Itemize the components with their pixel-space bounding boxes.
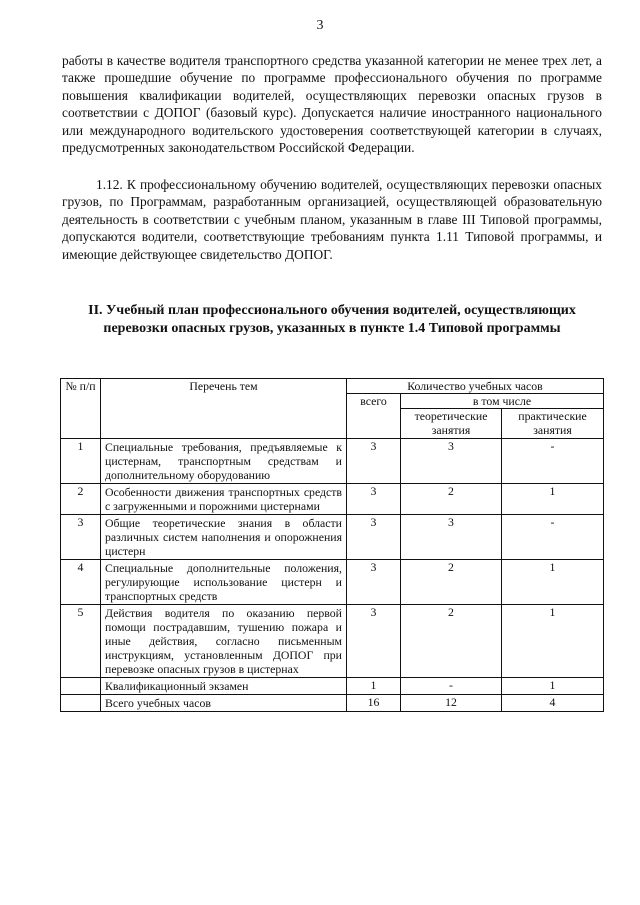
row-number: 5	[61, 605, 101, 678]
row-theory: 12	[401, 695, 502, 712]
row-total: 3	[347, 605, 401, 678]
row-theory: -	[401, 678, 502, 695]
row-number: 1	[61, 439, 101, 484]
row-practice: 1	[502, 605, 604, 678]
exam-row	[61, 678, 604, 695]
row-total: 3	[347, 484, 401, 515]
header-theory: теоретические занятия	[401, 409, 502, 439]
page-number: 3	[316, 18, 324, 33]
row-practice: -	[502, 515, 604, 560]
header-number: № п/п	[61, 379, 101, 439]
header-total: всего	[347, 394, 401, 439]
row-practice: 1	[502, 484, 604, 515]
row-practice: 1	[502, 560, 604, 605]
row-total: 16	[347, 695, 401, 712]
row-theory: 2	[401, 560, 502, 605]
row-number: 4	[61, 560, 101, 605]
row-topic: Квалификационный экзамен	[101, 678, 347, 695]
row-total: 3	[347, 560, 401, 605]
curriculum-table	[60, 378, 604, 712]
total-row	[61, 695, 604, 712]
table-row	[61, 560, 604, 605]
row-topic: Общие теоретические знания в области различных систем наполнения и опорожнения цистерн	[101, 515, 347, 560]
row-topic: Всего учебных часов	[101, 695, 347, 712]
row-theory: 3	[401, 439, 502, 484]
row-topic: Специальные требования, предъявляемые к цистернам, транспортным средствам и дополнительному оборудованию	[101, 439, 347, 484]
header-topics: Перечень тем	[101, 379, 347, 439]
table-row	[61, 605, 604, 678]
table-row	[61, 515, 604, 560]
row-practice: 1	[502, 678, 604, 695]
header-practice: практические занятия	[502, 409, 604, 439]
row-number: 3	[61, 515, 101, 560]
row-total: 3	[347, 515, 401, 560]
section-title: II. Учебный план профессионального обучения водителей, осуществляющих перевозки опасных грузов, указанных в пункте 1.4 Типовой программы	[88, 303, 576, 336]
row-theory: 2	[401, 484, 502, 515]
paragraph-1: работы в качестве водителя транспортного средства указанной категории не менее трех лет, а также прошедшие обучение по программе профессионального обучения по программе повышения квалификации водителей, осуществляющих перевозки опасных грузов в соответствии с ДОПОГ (базовый курс). Допускается наличие иностранного национального или международного водительского удостоверения соответствующей категории в случаях, предусмотренных законодательством Российской Федерации.	[62, 53, 602, 156]
row-topic: Специальные дополнительные положения, регулирующие использование цистерн и транспортных средств	[101, 560, 347, 605]
row-practice: -	[502, 439, 604, 484]
row-total: 1	[347, 678, 401, 695]
table-row	[61, 439, 604, 484]
row-topic: Действия водителя по оказанию первой помощи пострадавшим, тушению пожара и иные действия, согласно письменным инструкциям, установленным ДОПОГ при перевозке опасных грузов в цистернах	[101, 605, 347, 678]
row-total: 3	[347, 439, 401, 484]
row-theory: 3	[401, 515, 502, 560]
row-number	[61, 678, 101, 695]
paragraph-1-12: 1.12. К профессиональному обучению водителей, осуществляющих перевозки опасных грузов, по Программам, разработанным организацией, осуществляющей образовательную деятельность в соответствии с учебным планом, указанным в главе III Типовой программы, допускаются водители, соответствующие требованиям пункта 1.11 Типовой программы, и имеющие действующее свидетельство ДОПОГ.	[62, 177, 602, 262]
header-including: в том числе	[401, 394, 604, 409]
row-practice: 4	[502, 695, 604, 712]
header-hours: Количество учебных часов	[347, 379, 604, 394]
row-topic: Особенности движения транспортных средств с загруженными и порожними цистернами	[101, 484, 347, 515]
row-number: 2	[61, 484, 101, 515]
row-theory: 2	[401, 605, 502, 678]
table-row	[61, 484, 604, 515]
row-number	[61, 695, 101, 712]
